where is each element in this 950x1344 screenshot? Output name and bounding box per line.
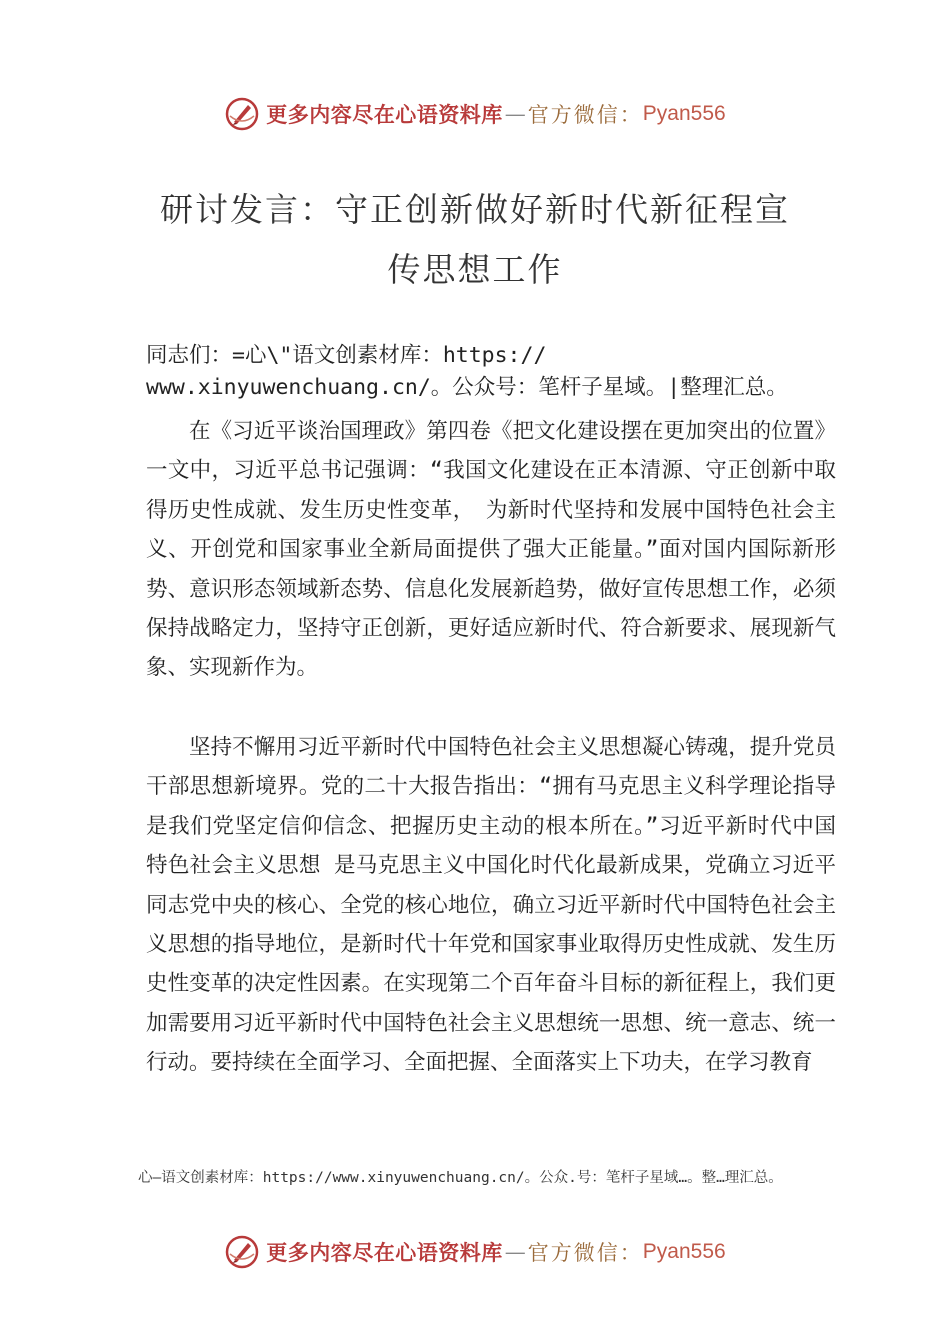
header-banner (0, 94, 950, 134)
brush-logo-icon (224, 1234, 260, 1270)
intro-line-2: www.xinyuwenchuang.cn/。公众号：笔杆子星域。|整理汇总。 (146, 375, 788, 400)
footer-banner (0, 1232, 950, 1272)
banner-wechat-id: Pyan556 (642, 1240, 726, 1263)
banner-main-text: 更多内容尽在心语资料库 (266, 1240, 503, 1265)
banner-main-text: 更多内容尽在心语资料库 (266, 102, 503, 127)
document-title-line-2: 传思想工作 (387, 250, 563, 289)
paragraph-1: 在《习近平谈治国理政》第四卷《把文化建设摆在更加突出的位置》一文中，习近平总书记强调：“我国文化建设在正本清源、守正创新中取得历史性成就、发生历史性变革， 为新时代坚持和发展中国特色社会主义、开创党和国家事业全新局面提供了强大正能量。”面对国内国际新形势、意识形态领域新态势、信息化发展新趋势，做好宣传思想工作，必须保持战略定力，坚持守正创新，更好适应新时代、符合新要求、展现新气象、实现新作为。 (146, 419, 836, 681)
intro-line-1: 同志们：=心\"语文创素材库：https:// (146, 343, 547, 368)
footer-source-note: 心—语文创素材库：https://www.xinyuwenchuang.cn/。公众.号：笔杆子星域…。整…理汇总。 (138, 1170, 783, 1186)
banner-wechat-label: 官方微信： (527, 1241, 643, 1265)
banner-wechat-id: Pyan556 (642, 102, 726, 125)
banner-separator: — (504, 1240, 526, 1264)
paragraph-2: 坚持不懈用习近平新时代中国特色社会主义思想凝心铸魂，提升党员干部思想新境界。党的二十大报告指出：“拥有马克思主义科学理论指导是我们党坚定信仰信念、把握历史主动的根本所在。”习近平新时代中国特色社会主义思想 是马克思主义中国化时代化最新成果，党确立习近平同志党中央的核心、全党的核心地位，确立习近平新时代中国特色社会主义思想的指导地位，是新时代十年党和国家事业取得历史性成就、发生历史性变革的决定性因素。在实现第二个百年奋斗目标的新征程上，我们更加需要用习近平新时代中国特色社会主义思想统一思想、统一意志、统一行动。要持续在全面学习、全面把握、全面落实上下功夫，在学习教育 (146, 735, 836, 1076)
brush-logo-icon (224, 96, 260, 132)
intro-block (146, 340, 836, 404)
banner-separator: — (504, 102, 526, 126)
document-title-line-1: 研讨发言：守正创新做好新时代新征程宣 (160, 190, 790, 229)
banner-wechat-label: 官方微信： (527, 103, 643, 127)
